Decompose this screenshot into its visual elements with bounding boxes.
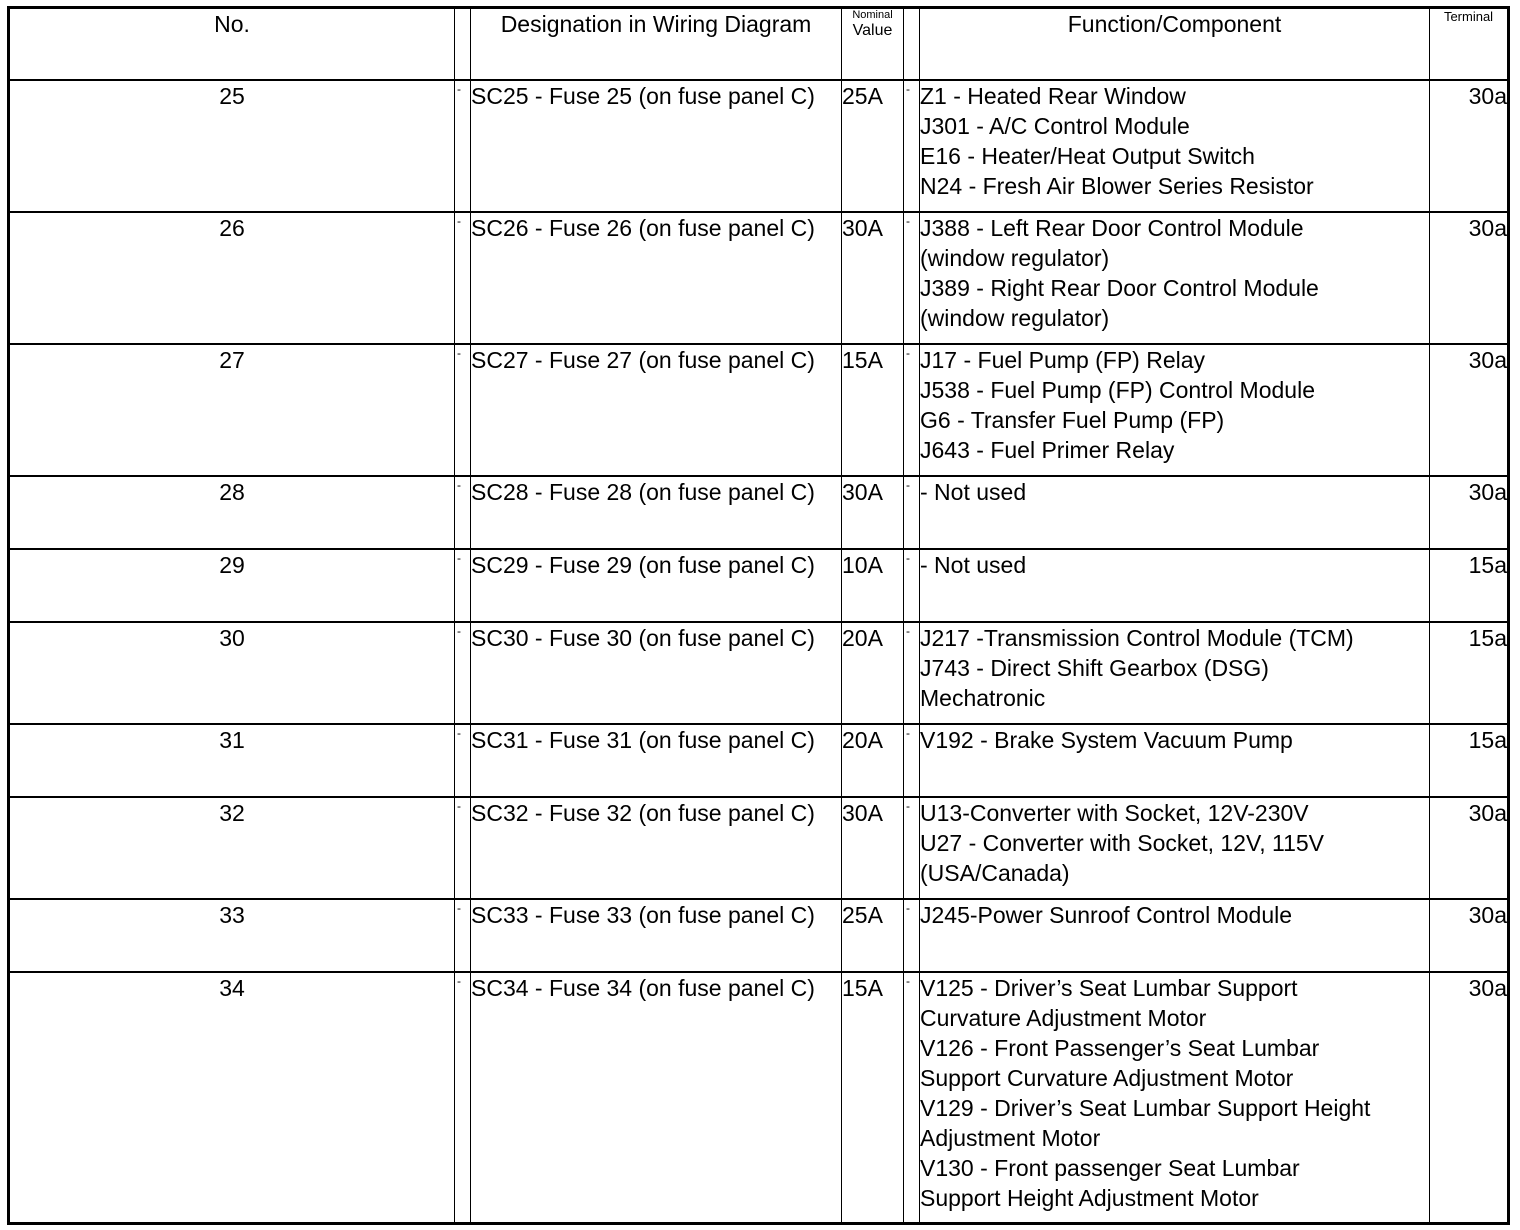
function-line: G6 - Transfer Fuel Pump (FP) [920,406,1225,433]
function-component [920,476,1430,549]
header-spacer [904,8,920,80]
nominal-value: 20A [842,724,904,797]
function-line: Z1 - Heated Rear Window [920,82,1186,109]
fuse-number: 34 [9,972,455,1224]
fuse-designation: SC27 - Fuse 27 (on fuse panel C) [471,344,842,476]
function-line: V192 - Brake System Vacuum Pump [920,726,1293,753]
spacer-cell [904,549,920,622]
terminal: 30a [1430,797,1509,899]
table-row [9,344,1509,476]
cell-marker-tick: - [906,798,910,813]
fuse-table [7,6,1510,1225]
cell-marker-tick: - [457,477,461,492]
function-line: - Not used [920,551,1027,578]
fuse-number: 26 [9,212,455,344]
function-line: Adjustment Motor [920,1124,1101,1151]
table-body [9,80,1509,1224]
fuse-designation: SC26 - Fuse 26 (on fuse panel C) [471,212,842,344]
function-component [920,549,1430,622]
fuse-number: 29 [9,549,455,622]
spacer-cell [455,972,471,1224]
nominal-value: 30A [842,212,904,344]
function-line: J643 - Fuel Primer Relay [920,436,1175,463]
fuse-number: 25 [9,80,455,212]
function-line: U13-Converter with Socket, 12V-230V [920,799,1309,826]
fuse-designation: SC25 - Fuse 25 (on fuse panel C) [471,80,842,212]
function-component [920,899,1430,972]
cell-marker-tick: - [906,900,910,915]
header-nominal-line1: Nominal [852,9,893,21]
function-line: V129 - Driver’s Seat Lumbar Support Height [920,1094,1371,1121]
spacer-cell [455,549,471,622]
function-component [920,212,1430,344]
fuse-number: 32 [9,797,455,899]
table-row [9,212,1509,344]
fuse-number: 27 [9,344,455,476]
table-row [9,797,1509,899]
function-line: J389 - Right Rear Door Control Module [920,274,1319,301]
nominal-value: 15A [842,972,904,1224]
spacer-cell [904,344,920,476]
table-row [9,549,1509,622]
function-line: V130 - Front passenger Seat Lumbar [920,1154,1300,1181]
header-nominal-line2: Value [852,22,893,39]
function-line: J217 -Transmission Control Module (TCM) [920,624,1354,651]
spacer-cell [904,80,920,212]
table-row [9,80,1509,212]
cell-marker-tick: - [906,477,910,492]
function-line: Support Height Adjustment Motor [920,1184,1259,1211]
function-component [920,724,1430,797]
function-line: V125 - Driver’s Seat Lumbar Support [920,974,1298,1001]
spacer-cell [455,797,471,899]
cell-marker-tick: - [457,725,461,740]
table-row [9,622,1509,724]
fuse-number: 31 [9,724,455,797]
cell-marker-tick: - [457,550,461,565]
cell-marker-tick: - [457,81,461,96]
cell-marker-tick: - [906,725,910,740]
header-terminal: Terminal [1430,8,1509,80]
header-row [9,8,1509,80]
fuse-designation: SC30 - Fuse 30 (on fuse panel C) [471,622,842,724]
spacer-cell [455,622,471,724]
function-line: - Not used [920,478,1027,505]
cell-marker-tick: - [906,81,910,96]
function-line: (window regulator) [920,244,1110,271]
nominal-value: 25A [842,899,904,972]
table-row [9,972,1509,1224]
function-component [920,80,1430,212]
spacer-cell [455,344,471,476]
header-designation: Designation in Wiring Diagram [471,8,842,80]
cell-marker-tick: - [906,623,910,638]
terminal: 30a [1430,212,1509,344]
function-line: N24 - Fresh Air Blower Series Resistor [920,172,1314,199]
header-nominal-value [842,8,904,80]
function-line: E16 - Heater/Heat Output Switch [920,142,1255,169]
nominal-value: 30A [842,476,904,549]
function-line: J538 - Fuel Pump (FP) Control Module [920,376,1315,403]
nominal-value: 25A [842,80,904,212]
nominal-value: 10A [842,549,904,622]
spacer-cell [904,797,920,899]
fuse-number: 33 [9,899,455,972]
spacer-cell [904,212,920,344]
header-spacer [455,8,471,80]
fuse-number: 28 [9,476,455,549]
function-line: Support Curvature Adjustment Motor [920,1064,1294,1091]
cell-marker-tick: - [457,213,461,228]
function-component [920,622,1430,724]
fuse-designation: SC34 - Fuse 34 (on fuse panel C) [471,972,842,1224]
terminal: 30a [1430,344,1509,476]
spacer-cell [455,80,471,212]
fuse-designation: SC31 - Fuse 31 (on fuse panel C) [471,724,842,797]
terminal: 30a [1430,972,1509,1224]
spacer-cell [904,899,920,972]
cell-marker-tick: - [457,345,461,360]
cell-marker-tick: - [906,213,910,228]
table-row [9,724,1509,797]
function-component [920,972,1430,1224]
terminal: 15a [1430,622,1509,724]
terminal: 30a [1430,899,1509,972]
cell-marker-tick: - [906,550,910,565]
table-row [9,476,1509,549]
nominal-value: 15A [842,344,904,476]
spacer-cell [904,622,920,724]
spacer-cell [904,476,920,549]
fuse-designation: SC32 - Fuse 32 (on fuse panel C) [471,797,842,899]
nominal-value: 20A [842,622,904,724]
function-line: J245-Power Sunroof Control Module [920,901,1293,928]
function-line: J388 - Left Rear Door Control Module [920,214,1304,241]
terminal: 30a [1430,80,1509,212]
spacer-cell [455,212,471,344]
terminal: 15a [1430,549,1509,622]
terminal: 30a [1430,476,1509,549]
spacer-cell [904,724,920,797]
cell-marker-tick: - [906,345,910,360]
header-function: Function/Component [920,8,1430,80]
fuse-designation: SC33 - Fuse 33 (on fuse panel C) [471,899,842,972]
spacer-cell [455,899,471,972]
function-line: (USA/Canada) [920,859,1070,886]
function-line: V126 - Front Passenger’s Seat Lumbar [920,1034,1320,1061]
function-line: Curvature Adjustment Motor [920,1004,1207,1031]
function-component [920,344,1430,476]
cell-marker-tick: - [457,623,461,638]
function-line: J301 - A/C Control Module [920,112,1190,139]
fuse-designation: SC29 - Fuse 29 (on fuse panel C) [471,549,842,622]
fuse-designation: SC28 - Fuse 28 (on fuse panel C) [471,476,842,549]
cell-marker-tick: - [457,798,461,813]
function-line: (window regulator) [920,304,1110,331]
spacer-cell [904,972,920,1224]
spacer-cell [455,476,471,549]
header-no: No. [9,8,455,80]
function-line: U27 - Converter with Socket, 12V, 115V [920,829,1324,856]
function-line: Mechatronic [920,684,1046,711]
fuse-number: 30 [9,622,455,724]
cell-marker-tick: - [457,900,461,915]
terminal: 15a [1430,724,1509,797]
function-line: J743 - Direct Shift Gearbox (DSG) [920,654,1269,681]
table-row [9,899,1509,972]
nominal-value: 30A [842,797,904,899]
function-component [920,797,1430,899]
spacer-cell [455,724,471,797]
cell-marker-tick: - [906,973,910,988]
cell-marker-tick: - [457,973,461,988]
function-line: J17 - Fuel Pump (FP) Relay [920,346,1206,373]
